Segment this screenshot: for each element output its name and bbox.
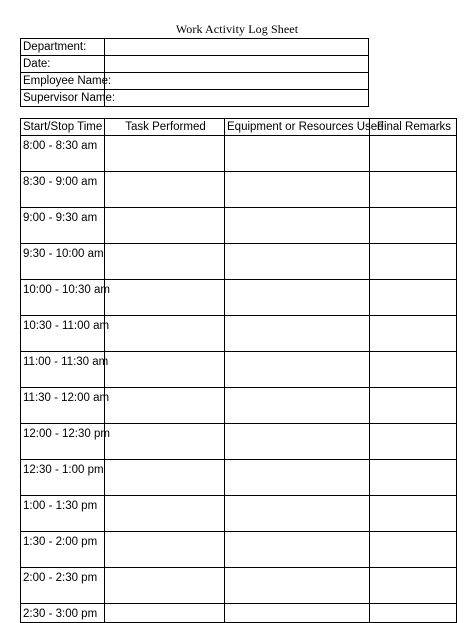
final-remarks-cell[interactable] — [370, 316, 457, 352]
final-remarks-cell[interactable] — [370, 460, 457, 496]
time-slot-cell: 2:30 - 3:00 pm — [21, 604, 105, 623]
table-row — [21, 568, 457, 604]
time-slot-cell: 12:00 - 12:30 pm — [21, 424, 105, 460]
time-slot-cell: 12:30 - 1:00 pm — [21, 460, 105, 496]
task-performed-cell[interactable] — [105, 316, 225, 352]
info-row-employee-name — [21, 73, 369, 90]
header-equipment-resources: Equipment or Resources Used — [225, 119, 370, 136]
document-title: Work Activity Log Sheet — [175, 22, 299, 36]
table-row — [21, 352, 457, 388]
final-remarks-cell[interactable] — [370, 244, 457, 280]
final-remarks-cell[interactable] — [370, 208, 457, 244]
table-row — [21, 532, 457, 568]
activity-log-table — [20, 118, 457, 623]
date-label: Date: — [21, 56, 105, 73]
equipment-resources-cell[interactable] — [225, 568, 370, 604]
table-row — [21, 424, 457, 460]
task-performed-cell[interactable] — [105, 352, 225, 388]
equipment-resources-cell[interactable] — [225, 280, 370, 316]
task-performed-cell[interactable] — [105, 424, 225, 460]
equipment-resources-cell[interactable] — [225, 172, 370, 208]
equipment-resources-cell[interactable] — [225, 208, 370, 244]
date-field[interactable] — [105, 56, 369, 73]
equipment-resources-cell[interactable] — [225, 424, 370, 460]
final-remarks-cell[interactable] — [370, 568, 457, 604]
table-row — [21, 460, 457, 496]
department-field[interactable] — [105, 39, 369, 56]
equipment-resources-cell[interactable] — [225, 532, 370, 568]
final-remarks-cell[interactable] — [370, 496, 457, 532]
time-slot-cell: 10:30 - 11:00 am — [21, 316, 105, 352]
final-remarks-cell[interactable] — [370, 424, 457, 460]
table-row — [21, 244, 457, 280]
final-remarks-cell[interactable] — [370, 136, 457, 172]
time-slot-cell: 8:30 - 9:00 am — [21, 172, 105, 208]
equipment-resources-cell[interactable] — [225, 352, 370, 388]
supervisor-name-field[interactable] — [105, 90, 369, 107]
time-slot-cell: 9:30 - 10:00 am — [21, 244, 105, 280]
info-row-department — [21, 39, 369, 56]
final-remarks-cell[interactable] — [370, 280, 457, 316]
equipment-resources-cell[interactable] — [225, 244, 370, 280]
time-slot-cell: 11:30 - 12:00 am — [21, 388, 105, 424]
equipment-resources-cell[interactable] — [225, 496, 370, 532]
final-remarks-cell[interactable] — [370, 352, 457, 388]
time-slot-cell: 2:00 - 2:30 pm — [21, 568, 105, 604]
department-label: Department: — [21, 39, 105, 56]
task-performed-cell[interactable] — [105, 496, 225, 532]
header-final-remarks: Final Remarks — [370, 119, 457, 136]
table-row — [21, 496, 457, 532]
table-row — [21, 388, 457, 424]
log-header-row — [21, 119, 457, 136]
info-row-supervisor-name — [21, 90, 369, 107]
info-row-date — [21, 56, 369, 73]
task-performed-cell[interactable] — [105, 388, 225, 424]
task-performed-cell[interactable] — [105, 172, 225, 208]
equipment-resources-cell[interactable] — [225, 460, 370, 496]
task-performed-cell[interactable] — [105, 244, 225, 280]
equipment-resources-cell[interactable] — [225, 388, 370, 424]
task-performed-cell[interactable] — [105, 604, 225, 623]
equipment-resources-cell[interactable] — [225, 316, 370, 352]
task-performed-cell[interactable] — [105, 568, 225, 604]
table-row — [21, 208, 457, 244]
time-slot-cell: 1:00 - 1:30 pm — [21, 496, 105, 532]
final-remarks-cell[interactable] — [370, 388, 457, 424]
time-slot-cell: 9:00 - 9:30 am — [21, 208, 105, 244]
table-row — [21, 136, 457, 172]
time-slot-cell: 8:00 - 8:30 am — [21, 136, 105, 172]
supervisor-name-label: Supervisor Name: — [21, 90, 105, 107]
employee-name-label: Employee Name: — [21, 73, 105, 90]
employee-name-field[interactable] — [105, 73, 369, 90]
final-remarks-cell[interactable] — [370, 172, 457, 208]
task-performed-cell[interactable] — [105, 136, 225, 172]
header-task-performed: Task Performed — [105, 119, 225, 136]
task-performed-cell[interactable] — [105, 208, 225, 244]
equipment-resources-cell[interactable] — [225, 604, 370, 623]
time-slot-cell: 10:00 - 10:30 am — [21, 280, 105, 316]
time-slot-cell: 1:30 - 2:00 pm — [21, 532, 105, 568]
table-row — [21, 172, 457, 208]
task-performed-cell[interactable] — [105, 460, 225, 496]
final-remarks-cell[interactable] — [370, 532, 457, 568]
task-performed-cell[interactable] — [105, 532, 225, 568]
equipment-resources-cell[interactable] — [225, 136, 370, 172]
table-row — [21, 316, 457, 352]
table-row — [21, 604, 457, 623]
log-table-body — [21, 136, 457, 623]
final-remarks-cell[interactable] — [370, 604, 457, 623]
table-row — [21, 280, 457, 316]
header-start-stop-time: Start/Stop Time — [21, 119, 105, 136]
time-slot-cell: 11:00 - 11:30 am — [21, 352, 105, 388]
employee-info-table — [20, 38, 369, 107]
task-performed-cell[interactable] — [105, 280, 225, 316]
